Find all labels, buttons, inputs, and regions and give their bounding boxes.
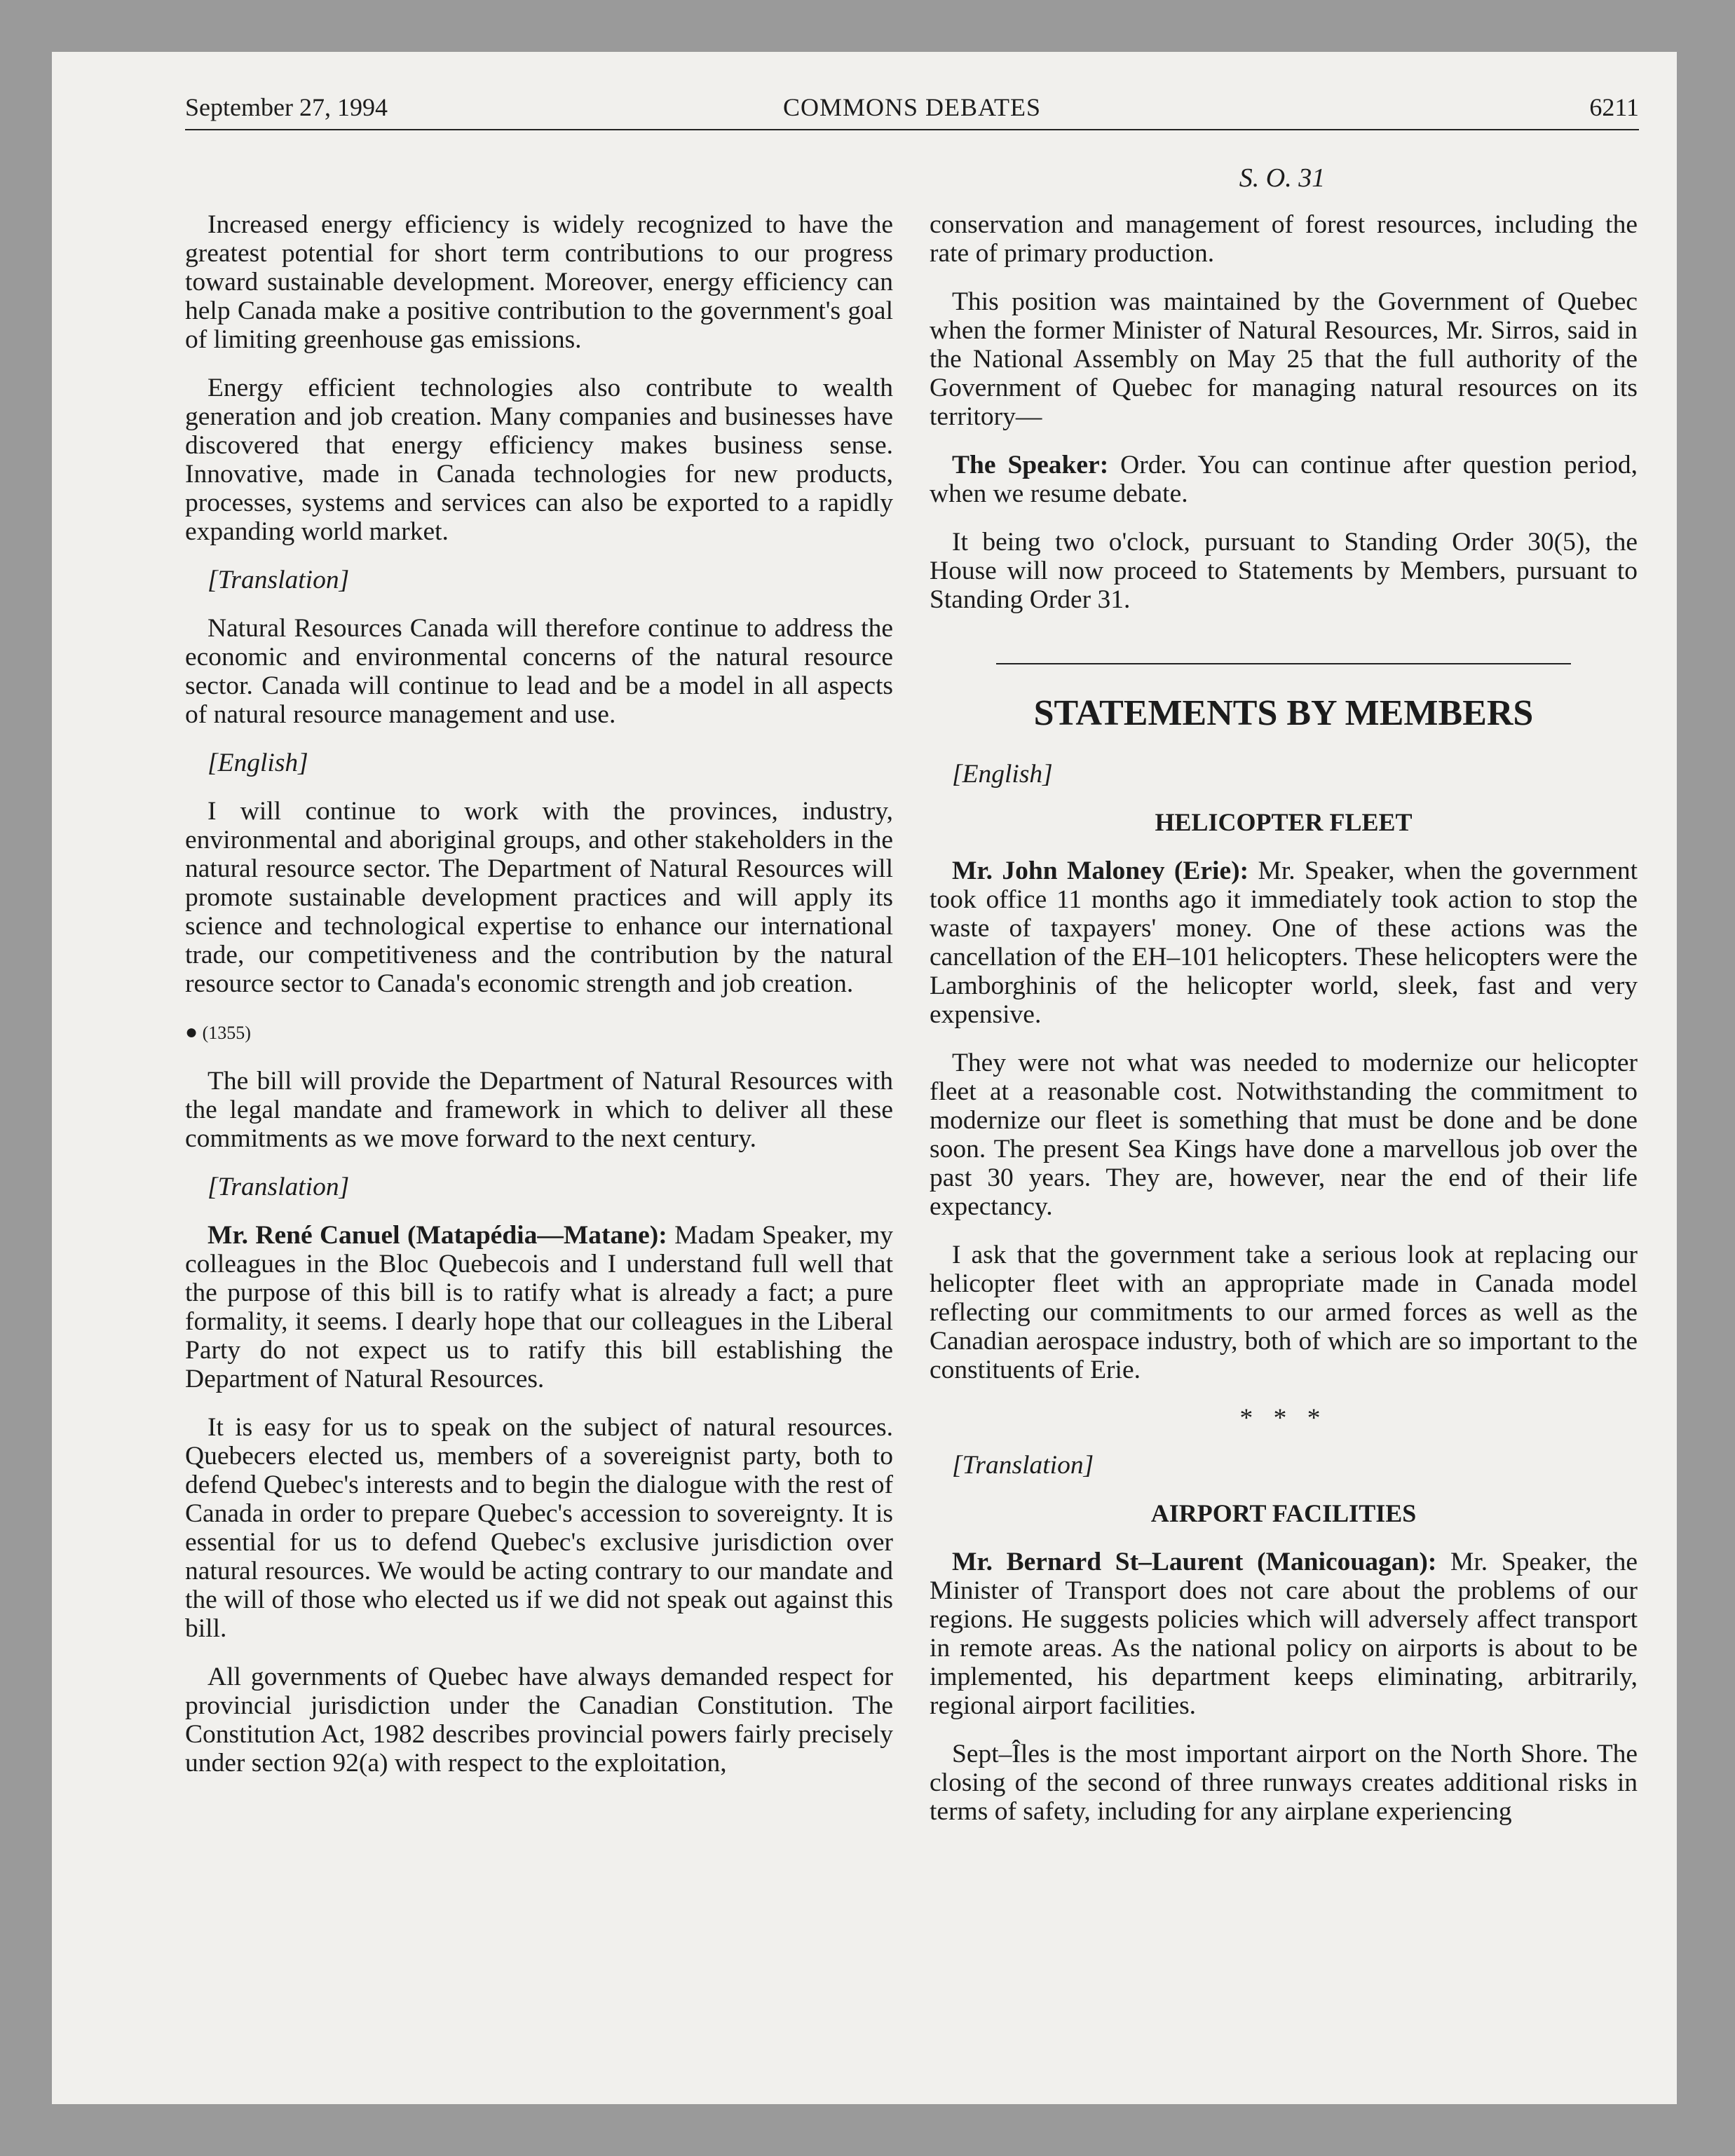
speaker-name: The Speaker:: [952, 451, 1109, 479]
header-page-number: 6211: [1589, 93, 1639, 121]
language-tag: [Translation]: [207, 1173, 350, 1201]
header-date: September 27, 1994: [185, 93, 388, 121]
paragraph: Sept–Îles is the most important airport on the North Shore. The closing of the second of three runways creates additional risks in terms of safety, including for any airplane experiencing: [930, 1740, 1638, 1826]
paragraph: I will continue to work with the provinces, industry, environmental and aboriginal groups, and other stakeholders in the natural resource sector. The Department of Natural Resources will promote sustainable development practices and will apply its science and technological expertise to enhance our international trade, our competitiveness and the contribution by the natural resource sector to Canada's economic strength and job creation.: [185, 797, 893, 998]
left-column: [185, 210, 893, 1797]
speech-paragraph: Mr. John Maloney (Erie): Mr. Speaker, when the government took office 11 months ago it immediately took action to stop the waste of taxpayers' money. One of these actions was the cancellation of the EH–101 helicopters. These helicopters were the Lamborghinis of the helicopter world, sleek, fast and very expensive.: [930, 857, 1638, 1029]
language-tag: [Translation]: [952, 1451, 1094, 1480]
speech-paragraph: Mr. René Canuel (Matapédia—Matane): Madam Speaker, my colleagues in the Bloc Quebecois and I understand full well that the purpose of this bill is to ratify what is already a fact; a pure formality, it seems. I dearly hope that our colleagues in the Liberal Party do not expect us to ratify this bill establishing the Department of Natural Resources.: [185, 1221, 893, 1393]
standing-order-label: S. O. 31: [1239, 163, 1326, 193]
paragraph: It is easy for us to speak on the subject of natural resources. Quebecers elected us, members of a sovereignist party, both to defend Quebec's interests and to begin the dialogue with the rest of Canada in order to prepare Quebec's accession to sovereignty. It is essential for us to defend Quebec's exclusive jurisdiction over natural resources. We would be acting contrary to our mandate and the will of those who elected us if we did not speak out against this bill.: [185, 1413, 893, 1643]
speaker-name: Mr. John Maloney (Erie):: [952, 857, 1249, 885]
language-tag: [English]: [952, 760, 1053, 789]
header-title: COMMONS DEBATES: [782, 93, 1042, 121]
speech-paragraph: The Speaker: Order. You can continue after question period, when we resume debate.: [930, 451, 1638, 508]
separator-stars: * * *: [1239, 1404, 1328, 1433]
paragraph: All governments of Quebec have always demanded respect for provincial jurisdiction under the Canadian Constitution. The Constitution Act, 1982 describes provincial powers fairly precisely under section 92(a) with respect to the exploitation,: [185, 1663, 893, 1778]
section-title: STATEMENTS BY MEMBERS: [1033, 693, 1534, 733]
paragraph: Increased energy efficiency is widely recognized to have the greatest potential for short term contributions to our progress toward sustainable development. Moreover, energy efficiency can help Canada make a positive contribution to the government's goal of limiting greenhouse gas emissions.: [185, 210, 893, 354]
section-divider: [996, 663, 1571, 664]
paragraph: It being two o'clock, pursuant to Standing Order 30(5), the House will now proceed to Statements by Members, pursuant to Standing Order 31.: [930, 528, 1638, 614]
page-header: [185, 93, 1639, 130]
timestamp: ● (1355): [185, 1021, 251, 1044]
speaker-name: Mr. René Canuel (Matapédia—Matane):: [207, 1221, 667, 1250]
paragraph: Natural Resources Canada will therefore continue to address the economic and environmental concerns of the natural resource sector. Canada will continue to lead and be a model in all aspects of natural resource management and use.: [185, 614, 893, 729]
subheading: AIRPORT FACILITIES: [1150, 1499, 1417, 1527]
paragraph: This position was maintained by the Government of Quebec when the former Minister of Natural Resources, Mr. Sirros, said in the National Assembly on May 25 that the full authority of the Government of Quebec for managing natural resources on its territory—: [930, 287, 1638, 431]
paragraph: The bill will provide the Department of Natural Resources with the legal mandate and framework in which to deliver all these commitments as we move forward to the next century.: [185, 1067, 893, 1153]
bullet-icon: ●: [185, 1021, 198, 1044]
right-column: [930, 210, 1638, 1845]
paragraph: I ask that the government take a serious look at replacing our helicopter fleet with an appropriate made in Canada model reflecting our commitments to our armed forces as well as the Canadian aerospace industry, both of which are so important to the constituents of Erie.: [930, 1241, 1638, 1384]
paragraph: conservation and management of forest resources, including the rate of primary production.: [930, 210, 1638, 268]
subheading: HELICOPTER FLEET: [1155, 808, 1413, 836]
paragraph: Energy efficient technologies also contribute to wealth generation and job creation. Many companies and businesses have discovered that energy efficiency makes business sense. Innovative, made in Canada technologies for new products, processes, systems and services can also be exported to a rapidly expanding world market.: [185, 374, 893, 546]
paragraph: They were not what was needed to modernize our helicopter fleet at a reasonable cost. Notwithstanding the commitment to modernize our fleet is something that must be done and be done soon. The present Sea Kings have done a marvellous job over the past 30 years. They are, however, near the end of their life expectancy.: [930, 1049, 1638, 1221]
speech-paragraph: Mr. Bernard St–Laurent (Manicouagan): Mr. Speaker, the Minister of Transport does not care about the problems of our regions. He suggests policies which will adversely affect transport in remote areas. As the national policy on airports is about to be implemented, his department keeps eliminating, arbitrarily, regional airport facilities.: [930, 1548, 1638, 1720]
language-tag: [Translation]: [207, 566, 350, 594]
speaker-name: Mr. Bernard St–Laurent (Manicouagan):: [952, 1548, 1437, 1576]
language-tag: [English]: [207, 749, 308, 777]
